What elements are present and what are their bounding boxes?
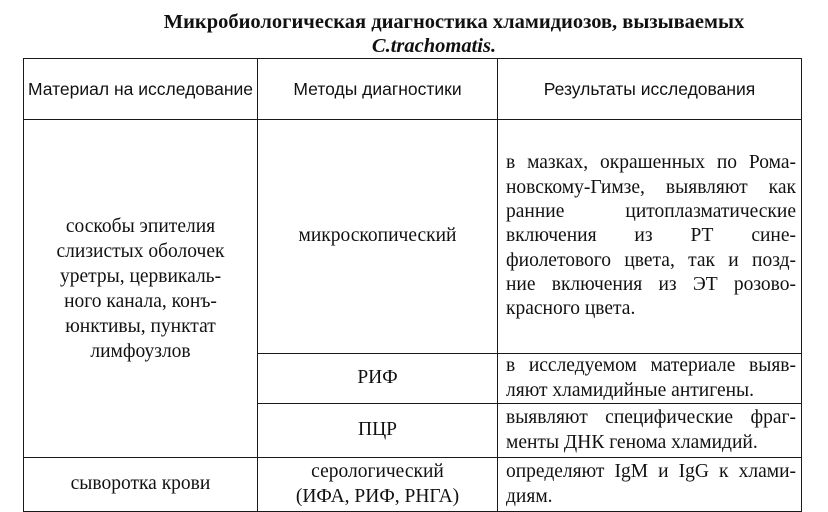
header-methods: Методы диагностики	[258, 59, 498, 120]
method-cell-serology	[258, 458, 498, 512]
method-cell-microscopy: микроскопический	[258, 120, 498, 354]
result-cell-microscopy	[498, 120, 802, 354]
result-line: красного цвета.	[506, 298, 636, 320]
title-line-2: C.trachomatis.	[371, 35, 497, 57]
result-line: выявляют специфические фраг-	[506, 407, 796, 429]
material-line: слизистых оболочек	[56, 240, 225, 262]
result-cell-serology	[498, 458, 802, 512]
table-header-row	[24, 59, 802, 120]
table-row	[24, 120, 802, 354]
material-cell-serum: сыворотка крови	[24, 458, 258, 512]
diagnostics-table	[23, 58, 802, 512]
header-results: Результаты исследования	[498, 59, 802, 120]
title-line-1: Микробиологическая диагностика хламидиозов, вызываемых	[163, 11, 745, 33]
result-line: диям.	[506, 485, 553, 507]
material-line: уретры, цервикаль-	[59, 265, 222, 287]
header-material: Материал на исследование	[24, 59, 258, 120]
result-line: включения из РТ сине-	[506, 225, 796, 247]
method-line: (ИФА, РИФ, РНГА)	[295, 485, 460, 507]
result-line: ние включения из ЭТ розово-	[506, 273, 796, 295]
result-line: определяют IgM и IgG к хлами-	[506, 461, 796, 483]
result-line: менты ДНК генома хламидий.	[506, 431, 758, 453]
material-cell-scrapings	[24, 120, 258, 458]
result-line: новскому-Гимзе, выявляют как	[506, 176, 796, 198]
material-line: соскобы эпителия	[65, 215, 216, 237]
result-cell-pcr	[498, 404, 802, 458]
material-line: ного канала, конъ-	[64, 290, 217, 312]
result-line: ляют хламидийные антигены.	[506, 379, 755, 401]
material-line: лимфоузлов	[90, 340, 191, 362]
result-cell-rif	[498, 354, 802, 404]
result-line: в исследуемом материале выяв-	[506, 355, 796, 377]
material-line: юнктивы, пунктат	[65, 315, 216, 337]
table-row	[24, 458, 802, 512]
result-line: фиолетового цвета, так и позд-	[506, 249, 796, 271]
result-line: в мазках, окрашенных по Рома-	[506, 152, 796, 174]
method-cell-pcr: ПЦР	[258, 404, 498, 458]
result-line: ранние цитоплазматические	[506, 201, 796, 223]
method-line: серологический	[311, 461, 444, 482]
method-cell-rif: РИФ	[258, 354, 498, 404]
